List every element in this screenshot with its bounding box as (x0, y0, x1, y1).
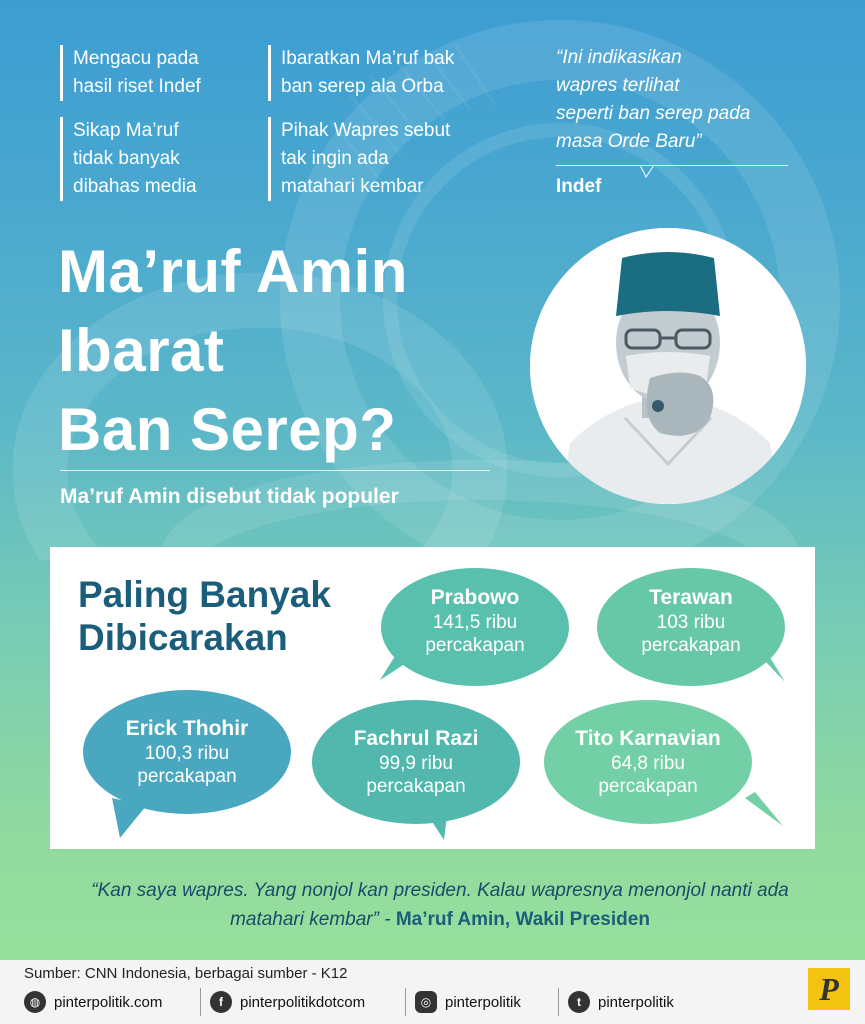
portrait-illustration (530, 228, 806, 504)
quote-text: “Kan saya wapres. Yang nonjol kan presiden. Kalau wapresnya menonjol nanti ada matahari kembar” - (91, 880, 789, 930)
bubble-unit: percakapan (425, 635, 525, 656)
bubble-value: 141,5 ribu (432, 612, 518, 633)
bubble-unit: percakapan (598, 776, 698, 797)
twitter-link[interactable] (568, 991, 674, 1013)
panel-title: Paling Banyak Dibicarakan (78, 574, 331, 658)
indef-quote: “Ini indikasikan wapres terlihat seperti ban serep pada masa Orde Baru” (556, 47, 751, 152)
page-subtitle: Ma’ruf Amin disebut tidak populer (60, 485, 399, 508)
bubble-tito (544, 700, 752, 824)
facebook-label: pinterpolitikdotcom (240, 993, 366, 1011)
bubble-unit: percakapan (366, 776, 466, 797)
quote-speaker: Ma’ruf Amin, Wakil Presiden (395, 909, 650, 930)
quote-divider (556, 165, 788, 166)
facebook-icon: f (210, 991, 232, 1013)
website-link[interactable] (24, 991, 162, 1013)
quote-source: Indef (556, 176, 602, 197)
footer-divider (200, 988, 201, 1016)
instagram-link[interactable] (415, 991, 521, 1013)
bubble-erick (83, 690, 291, 814)
title-divider (60, 470, 490, 471)
bullet-matahari: Pihak Wapres sebut tak ingin ada matahari kembar (268, 117, 450, 201)
quote-tail-icon (640, 160, 658, 178)
bullet-riset: Mengacu pada hasil riset Indef (60, 45, 201, 101)
source-note: Sumber: CNN Indonesia, berbagai sumber - K12 (24, 965, 348, 982)
bubble-name: Prabowo (430, 586, 520, 609)
twitter-label: pinterpolitik (598, 993, 674, 1011)
bubble-fachrul (312, 700, 520, 824)
bubble-value: 103 ribu (656, 612, 726, 633)
bullet-ban-serep: Ibaratkan Ma’ruf bak ban serep ala Orba (268, 45, 454, 101)
facebook-link[interactable] (210, 991, 365, 1013)
bubble-terawan (597, 568, 785, 686)
bubble-prabowo (381, 568, 569, 686)
bullet-sikap: Sikap Ma’ruf tidak banyak dibahas media (60, 117, 197, 201)
bubble-unit: percakapan (641, 635, 741, 656)
bubble-name: Fachrul Razi (353, 727, 479, 750)
globe-icon: ◍ (24, 991, 46, 1013)
website-label: pinterpolitik.com (54, 993, 163, 1011)
instagram-label: pinterpolitik (445, 993, 521, 1011)
portrait-photo (530, 228, 806, 504)
bubble-value: 99,9 ribu (379, 753, 453, 774)
footer-divider (405, 988, 406, 1016)
pinterpolitik-logo: P (808, 968, 850, 1010)
bubble-name: Tito Karnavian (575, 727, 721, 750)
bubble-unit: percakapan (137, 766, 237, 787)
bubble-name: Terawan (649, 586, 733, 609)
bubble-value: 100,3 ribu (144, 743, 230, 764)
footer-divider (558, 988, 559, 1016)
bubble-tail-tito (745, 792, 785, 832)
instagram-icon: ◎ (415, 991, 437, 1013)
twitter-icon: t (568, 991, 590, 1013)
bubble-name: Erick Thohir (125, 717, 249, 740)
page-title: Ma’ruf Amin Ibarat Ban Serep? (58, 238, 408, 463)
bubble-value: 64,8 ribu (611, 753, 685, 774)
maruf-quote (70, 876, 810, 934)
